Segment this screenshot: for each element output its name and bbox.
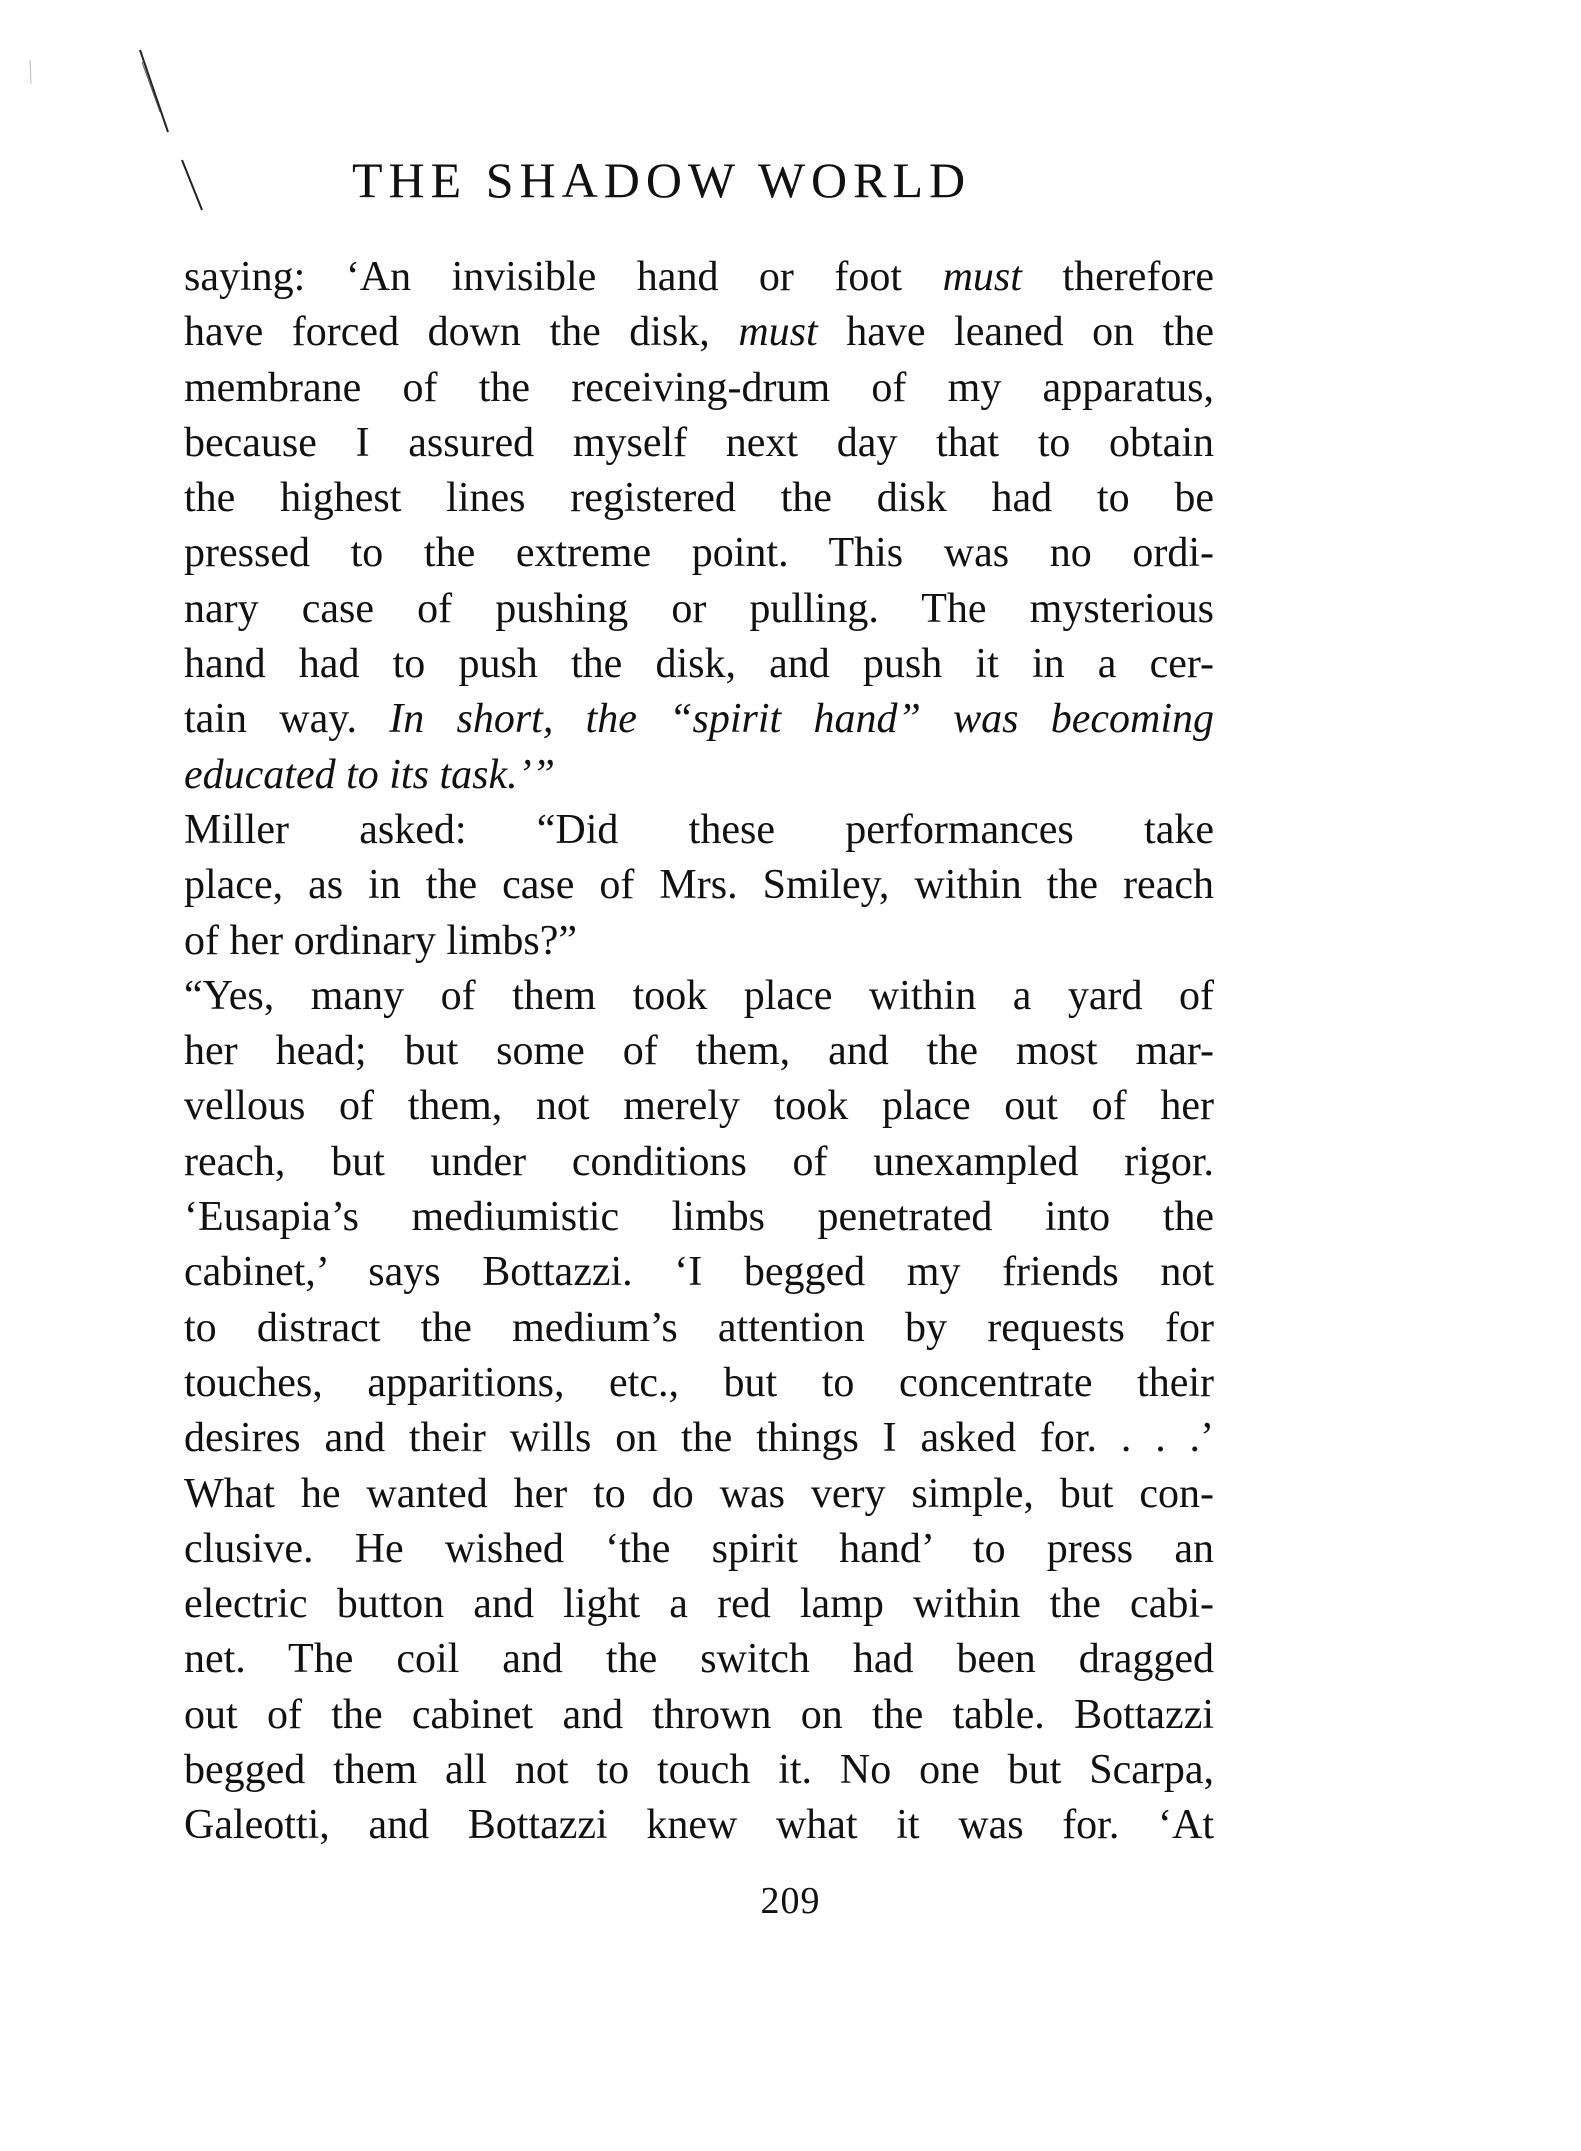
text-run: vellous of them, not merely took place out of her — [184, 1083, 1214, 1130]
text-run: have forced down the disk, — [184, 309, 739, 356]
body-text — [184, 250, 1214, 1854]
text-line — [184, 858, 1214, 913]
text-run: “Yes, many of them took place within a yard of — [184, 972, 1214, 1019]
text-line — [184, 1577, 1214, 1632]
text-run: ‘Eusapia’s mediumistic limbs penetrated into the — [184, 1194, 1214, 1241]
text-run: nary case of pushing or pulling. The mysterious — [184, 585, 1214, 632]
text-line — [184, 637, 1214, 692]
text-run: saying: ‘An invisible hand or foot — [184, 254, 943, 300]
italic-text: must — [738, 309, 818, 356]
text-line — [184, 969, 1214, 1024]
text-line — [184, 1301, 1214, 1356]
text-line — [184, 1798, 1214, 1853]
text-line — [184, 748, 1214, 803]
text-line — [184, 1024, 1214, 1079]
text-run: membrane of the receiving-drum of my apparatus, — [184, 364, 1214, 411]
text-run: place, as in the case of Mrs. Smiley, within the reach — [184, 862, 1214, 909]
scan-stroke-upper — [140, 50, 168, 132]
text-run: the highest lines registered the disk had to be — [184, 475, 1214, 522]
scan-margin-marks — [0, 0, 260, 260]
scan-stroke-lower — [182, 160, 202, 210]
text-run: What he wanted her to do was very simple, but con- — [184, 1470, 1214, 1517]
italic-text: must — [942, 254, 1022, 300]
text-run: out of the cabinet and thrown on the table. Bottazzi — [184, 1691, 1214, 1738]
text-run: electric button and light a red lamp within the cabi- — [184, 1581, 1214, 1628]
text-run: tain way. — [184, 696, 390, 743]
text-line — [184, 914, 1214, 969]
text-run: Galeotti, and Bottazzi knew what it was for. ‘At — [184, 1802, 1214, 1849]
text-line — [184, 1190, 1214, 1245]
text-line — [184, 361, 1214, 416]
text-line — [184, 471, 1214, 526]
italic-text: educated to its task.’” — [184, 751, 555, 798]
text-line — [184, 803, 1214, 858]
text-line — [184, 1688, 1214, 1743]
text-line — [184, 1135, 1214, 1190]
text-run: of her ordinary limbs?” — [184, 917, 578, 964]
scan-speck — [30, 60, 31, 84]
text-run: because I assured myself next day that to obtain — [184, 419, 1214, 466]
text-line — [184, 1743, 1214, 1798]
text-run: have leaned on the — [817, 309, 1215, 356]
scan-stroke-upper-thin — [142, 62, 160, 112]
text-line — [184, 1356, 1214, 1411]
text-run: begged them all not to touch it. No one but Scarpa, — [184, 1747, 1214, 1794]
text-line — [184, 1632, 1214, 1687]
text-line — [184, 1079, 1214, 1134]
text-run: her head; but some of them, and the most mar- — [184, 1028, 1214, 1075]
text-run: hand had to push the disk, and push it in a cer- — [184, 641, 1214, 688]
text-run: net. The coil and the switch had been dragged — [184, 1636, 1214, 1683]
text-line — [184, 526, 1214, 581]
text-line — [184, 416, 1214, 471]
text-run: clusive. He wished ‘the spirit hand’ to press an — [184, 1525, 1214, 1572]
text-run: therefore — [1021, 254, 1214, 300]
text-line — [184, 1245, 1214, 1300]
running-head: THE SHADOW WORLD — [352, 152, 972, 208]
text-line — [184, 692, 1214, 747]
text-line — [184, 1467, 1214, 1522]
text-line — [184, 1411, 1214, 1466]
text-line — [184, 250, 1214, 305]
text-line — [184, 582, 1214, 637]
italic-text: In short, the “spirit hand” was becoming — [389, 696, 1214, 743]
text-run: to distract the medium’s attention by requests for — [184, 1304, 1214, 1351]
text-run: cabinet,’ says Bottazzi. ‘I begged my friends not — [184, 1249, 1214, 1296]
text-line — [184, 1522, 1214, 1577]
text-run: pressed to the extreme point. This was no ordi- — [184, 530, 1214, 577]
page-number: 209 — [760, 1880, 821, 1922]
text-run: reach, but under conditions of unexampled rigor. — [184, 1138, 1214, 1185]
text-run: Miller asked: “Did these performances take — [184, 806, 1214, 853]
text-run: desires and their wills on the things I asked for. . . .’ — [184, 1415, 1214, 1462]
text-run: touches, apparitions, etc., but to concentrate their — [184, 1359, 1214, 1406]
text-line — [184, 305, 1214, 360]
